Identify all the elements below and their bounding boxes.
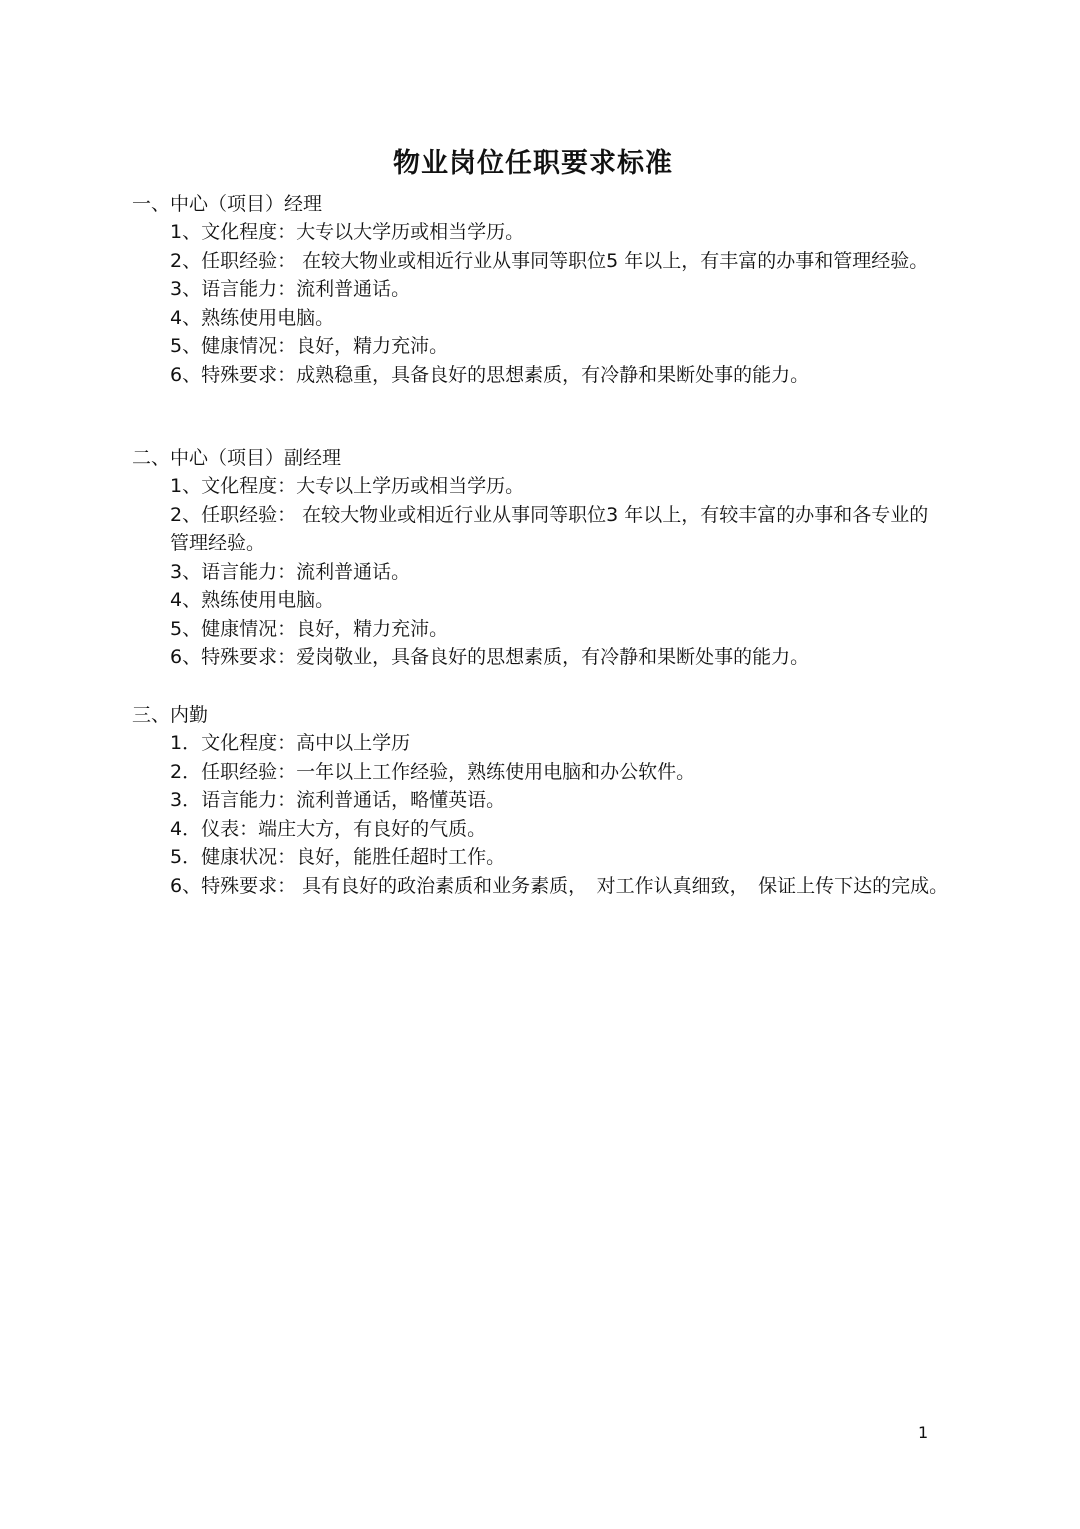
item-text: 文化程度：大专以上学历或相当学历。 [201,475,525,497]
item-text: 特殊要求：爱岗敬业，具备良好的思想素质，有冷静和果断处事的能力。 [201,646,810,668]
list-item [170,729,930,758]
document-title: 物业岗位任职要求标准 [393,148,673,179]
section-deputy-manager [132,444,932,672]
item-number: 6、 [170,646,202,668]
section-heading: 二、中心（项目）副经理 [132,447,342,469]
list-item [170,786,930,815]
item-text: 熟练使用电脑。 [201,589,335,611]
list-item [170,275,930,304]
item-text: 健康情况：良好，精力充沛。 [201,335,449,357]
list-item [170,332,930,361]
item-number: 4、 [170,589,202,611]
item-number: 3、 [170,278,202,300]
item-number: 2、 [170,503,202,526]
item-text: 健康情况：良好，精力充沛。 [201,617,449,640]
section-heading: 一、中心（项目）经理 [132,193,323,215]
item-text: 语言能力：流利普通话。 [201,278,411,300]
list-item [170,843,930,872]
list-item [170,501,930,558]
section-office-staff [132,701,949,900]
list-item [170,586,930,615]
item-text: 任职经验： 在较大物业或相近行业从事同等职位5 年以上，有丰富的办事和管理经验。 [201,249,929,272]
item-text: 仪表：端庄大方，有良好的气质。 [201,817,487,840]
item-number: 3、 [170,560,202,583]
item-number: 6、 [170,874,202,897]
list-item [170,218,930,247]
item-number: 3． [170,789,202,811]
item-number: 1、 [170,221,202,243]
item-text: 特殊要求：成熟稳重，具备良好的思想素质，有冷静和果断处事的能力。 [201,363,810,386]
list-item [170,872,962,901]
item-number: 1、 [170,475,202,497]
item-text: 健康状况：良好，能胜任超时工作。 [201,846,506,868]
section-heading: 三、内勤 [132,704,209,726]
item-text: 文化程度：高中以上学历 [201,732,411,754]
item-number: 5、 [170,617,202,640]
item-number: 4． [170,817,202,840]
item-number: 1． [170,732,202,754]
list-item [170,304,930,333]
list-item [170,758,930,787]
page-number: 1 [918,1423,929,1442]
list-item [170,615,930,644]
item-number: 2． [170,760,202,783]
item-text: 语言能力：流利普通话。 [201,560,411,583]
item-number: 2、 [170,249,202,272]
list-item [170,361,930,390]
item-number: 5． [170,846,202,868]
item-number: 6、 [170,363,202,386]
item-text: 特殊要求： 具有良好的政治素质和业务素质， 对工作认真细致， 保证上传下达的完成。 [201,874,949,897]
list-item [170,472,930,501]
item-text: 文化程度：大专以大学历或相当学历。 [201,221,525,243]
item-text: 语言能力：流利普通话，略懂英语。 [201,789,506,811]
item-number: 5、 [170,335,202,357]
list-item [170,643,930,672]
section-manager [132,190,932,389]
item-text: 熟练使用电脑。 [201,306,335,329]
item-number: 4、 [170,306,202,329]
item-text: 任职经验：一年以上工作经验，熟练使用电脑和办公软件。 [201,760,696,783]
list-item [170,247,930,276]
list-item [170,815,930,844]
list-item [170,558,930,587]
item-text: 任职经验： 在较大物业或相近行业从事同等职位3 年以上，有较丰富的办事和各专业的管理经验。 [170,503,929,554]
